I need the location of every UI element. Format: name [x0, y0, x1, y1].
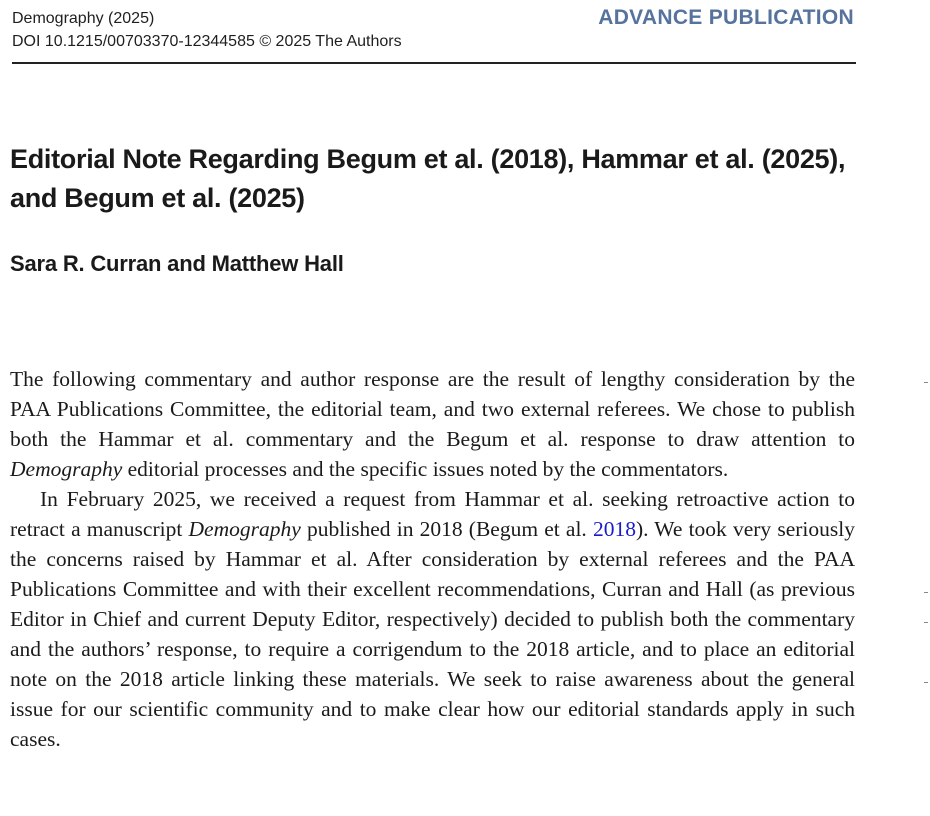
citation-link-2018[interactable]: 2018	[592, 517, 636, 541]
margin-mark	[924, 622, 928, 623]
p2-text-a: In February 2025, we received a request from Hammar et al. seeking retroactive action to retract a manuscript	[10, 487, 855, 541]
journal-name: Demography (2025)	[12, 10, 155, 27]
running-header	[12, 8, 856, 64]
journal-name-italic: Demography	[188, 517, 301, 541]
p1-text-b: editorial processes and the specific issues noted by the commentators.	[122, 457, 729, 481]
p2-text-b: published in 2018 (Begum et al.	[300, 517, 593, 541]
article-title: Editorial Note Regarding Begum et al. (2018), Hammar et al. (2025), and Begum et al. (2025)	[10, 144, 846, 213]
article-body	[10, 364, 855, 754]
advance-publication-label: ADVANCE PUBLICATION	[598, 6, 854, 29]
p1-text-a: The following commentary and author response are the result of lengthy consideration by the PAA Publications Committee, the editorial team, and two external referees. We chose to publish both the Hammar et al. commentary and the Begum et al. response to draw attention to	[10, 367, 855, 451]
margin-mark	[924, 682, 928, 683]
header-rule	[12, 62, 856, 64]
doi-copyright-line: DOI 10.1215/00703370-12344585 © 2025 The Authors	[12, 33, 402, 50]
article-authors: Sara R. Curran and Matthew Hall	[10, 251, 344, 276]
body-paragraph-2	[10, 484, 855, 754]
margin-mark	[924, 592, 928, 593]
p2-text-c: ). We took very seriously the concerns raised by Hammar et al. After consideration by external referees and the PAA Publications Committee and with their excellent recommendations, Curran and Hall (as previous Editor in Chief and current Deputy Editor, respectively) decided to publish both the commentary and the authors’ response, to require a corrigendum to the 2018 article, and to place an editorial note on the 2018 article linking these materials. We seek to raise awareness about the general issue for our scientific community and to make clear how our editorial standards apply in such cases.	[10, 517, 855, 751]
journal-name-italic: Demography	[10, 457, 123, 481]
body-paragraph-1	[10, 364, 855, 484]
margin-mark	[924, 382, 928, 383]
